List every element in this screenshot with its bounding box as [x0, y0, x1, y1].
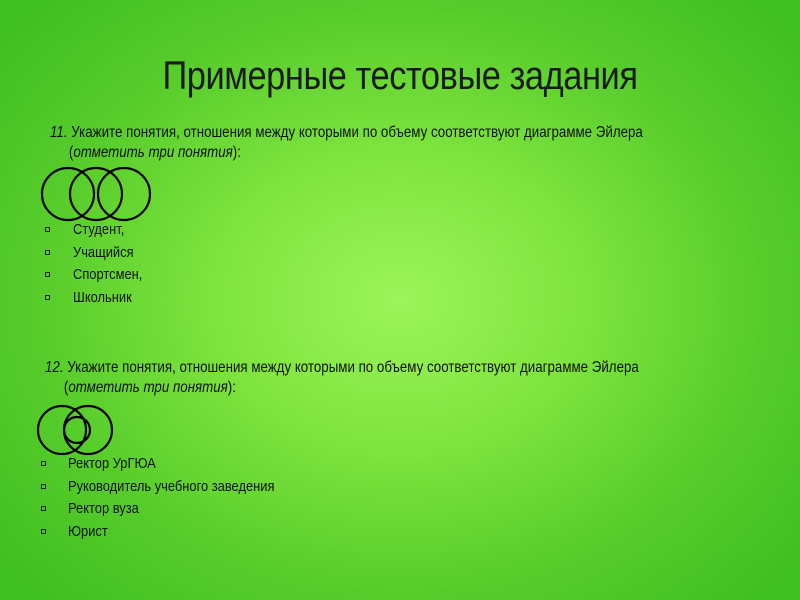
option[interactable] — [41, 521, 361, 544]
slide-title: Примерные тестовые задания — [162, 54, 638, 98]
paren-open: ( — [63, 379, 69, 396]
circle-overlap — [64, 406, 112, 454]
question-11-number: 11. — [50, 124, 68, 141]
question-12-text: Укажите понятия, отношения между которыми по объему соответствуют диаграмме Эйлера — [67, 359, 639, 376]
paren-open: ( — [68, 144, 74, 161]
option-label: Юрист — [68, 522, 108, 540]
question-11-options — [45, 219, 345, 309]
option-label: Учащийся — [73, 243, 134, 261]
checkbox-bullet[interactable] — [45, 295, 50, 300]
option-label: Руководитель учебного заведения — [68, 477, 275, 495]
checkbox-bullet[interactable] — [41, 461, 46, 466]
circle-right — [98, 168, 150, 220]
checkbox-bullet[interactable] — [45, 227, 50, 232]
checkbox-bullet[interactable] — [41, 529, 46, 534]
paren-close: ): — [227, 379, 236, 396]
checkbox-bullet[interactable] — [45, 250, 50, 255]
question-12-hint: отметить три понятия — [68, 379, 228, 396]
circle-left — [42, 168, 94, 220]
circle-outer — [38, 406, 86, 454]
checkbox-bullet[interactable] — [41, 484, 46, 489]
option[interactable] — [45, 242, 345, 265]
option-label: Ректор вуза — [68, 500, 139, 517]
option[interactable] — [45, 264, 345, 287]
question-12-number: 12. — [45, 359, 64, 376]
option[interactable] — [41, 453, 361, 476]
option-label: Спортсмен, — [73, 266, 143, 283]
question-11-line-1 — [50, 123, 643, 143]
question-11 — [50, 123, 643, 163]
question-12 — [45, 358, 639, 398]
option[interactable] — [45, 219, 345, 242]
option[interactable] — [41, 498, 361, 521]
option-label: Школьник — [73, 288, 132, 306]
question-11-hint: отметить три понятия — [73, 144, 233, 161]
question-12-line-2 — [45, 378, 639, 398]
question-12-options — [41, 453, 361, 543]
paren-close: ): — [232, 144, 241, 161]
option[interactable] — [45, 287, 345, 310]
question-12-line-1 — [45, 358, 639, 378]
option-label: Студент, — [73, 221, 125, 238]
euler-diagram-nested-circles — [32, 404, 122, 460]
checkbox-bullet[interactable] — [41, 506, 46, 511]
question-11-text: Укажите понятия, отношения между которыми по объему соответствуют диаграмме Эйлера — [71, 124, 643, 141]
option[interactable] — [41, 476, 361, 499]
euler-diagram-three-circles — [36, 166, 156, 226]
question-11-line-2 — [50, 143, 643, 163]
checkbox-bullet[interactable] — [45, 272, 50, 277]
option-label: Ректор УрГЮА — [68, 455, 156, 472]
circle-middle — [70, 168, 122, 220]
